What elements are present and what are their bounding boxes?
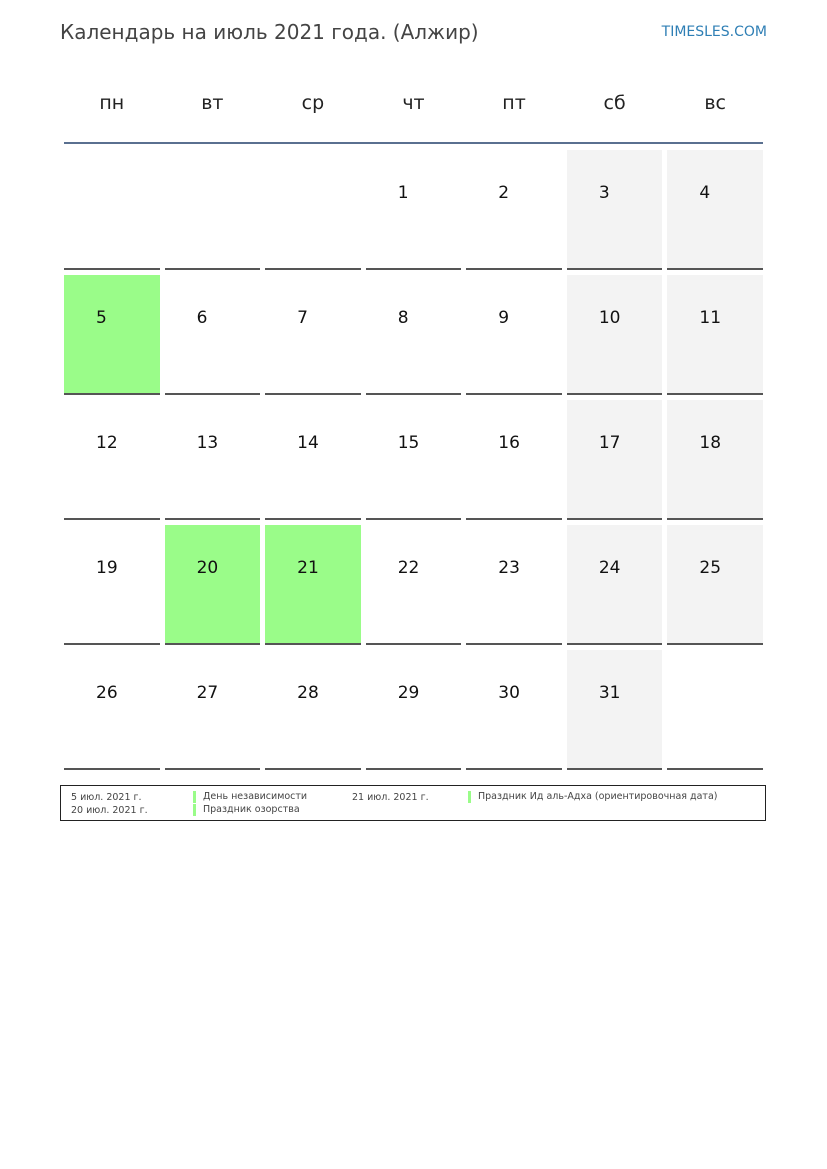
day-number: 19 [96, 558, 118, 578]
day-cell [667, 400, 763, 520]
day-number: 21 [297, 558, 319, 578]
day-number: 31 [598, 683, 621, 703]
day-cell [567, 525, 663, 645]
day-cell [265, 650, 361, 770]
day-cell [567, 150, 663, 270]
day-number: 29 [397, 683, 420, 703]
legend-date: 20 июл. 2021 г. [71, 805, 148, 816]
day-cell [567, 400, 663, 520]
day-cell [64, 525, 160, 645]
day-cell [165, 525, 261, 645]
weekday-fri: пт [502, 92, 526, 114]
weekday-mon: пн [99, 92, 125, 114]
day-number: 25 [699, 558, 722, 578]
day-number: 24 [598, 558, 621, 578]
day-cell [165, 150, 261, 270]
day-cell [466, 275, 562, 395]
day-number: 8 [397, 308, 409, 328]
legend-date: 21 июл. 2021 г. [352, 792, 429, 803]
calendar-grid [64, 150, 763, 770]
day-number: 9 [498, 308, 510, 328]
day-cell [64, 650, 160, 770]
weekday-thu: чт [402, 92, 425, 114]
day-cell [64, 150, 160, 270]
day-number: 22 [397, 558, 420, 578]
day-cell [64, 275, 160, 395]
day-number: 3 [598, 183, 610, 203]
legend-date: 5 июл. 2021 г. [71, 792, 142, 803]
day-cell [366, 150, 462, 270]
day-cell [466, 525, 562, 645]
day-number: 30 [498, 683, 520, 703]
day-number: 1 [397, 183, 409, 203]
day-number: 28 [297, 683, 319, 703]
day-number: 15 [397, 433, 420, 453]
legend-holiday-name: День независимости [193, 791, 307, 803]
day-cell [466, 650, 562, 770]
day-cell [165, 650, 261, 770]
day-number: 18 [699, 433, 722, 453]
day-cell [667, 650, 763, 770]
legend-holiday-name: Праздник озорства [193, 804, 300, 816]
day-cell [265, 525, 361, 645]
page-title: Календарь на июль 2021 года. (Алжир) [60, 20, 479, 44]
day-number: 26 [96, 683, 118, 703]
day-cell [667, 525, 763, 645]
day-number: 10 [598, 308, 621, 328]
day-cell [64, 400, 160, 520]
weekday-tue: вт [201, 92, 224, 114]
day-number: 16 [498, 433, 520, 453]
day-cell [265, 400, 361, 520]
day-cell [667, 150, 763, 270]
day-cell [165, 400, 261, 520]
day-number: 13 [196, 433, 219, 453]
day-number: 27 [196, 683, 219, 703]
day-cell [165, 275, 261, 395]
weekday-header [64, 80, 763, 144]
day-number: 17 [598, 433, 621, 453]
day-cell [567, 650, 663, 770]
day-cell [366, 400, 462, 520]
day-number: 11 [699, 308, 722, 328]
day-cell [466, 150, 562, 270]
day-number: 23 [498, 558, 520, 578]
day-cell [567, 275, 663, 395]
day-number: 4 [699, 183, 711, 203]
day-cell [366, 525, 462, 645]
brand-link[interactable]: TIMESLES.COM [661, 24, 767, 40]
weekday-wed: ср [301, 92, 325, 114]
day-cell [366, 650, 462, 770]
day-number: 14 [297, 433, 319, 453]
day-cell [265, 275, 361, 395]
day-number: 12 [96, 433, 118, 453]
day-number: 2 [498, 183, 510, 203]
weekday-sat: сб [603, 92, 626, 114]
day-cell [366, 275, 462, 395]
weekday-sun: вс [704, 92, 726, 114]
day-cell [466, 400, 562, 520]
legend-holiday-name: Праздник Ид аль-Адха (ориентировочная дата) [468, 791, 717, 803]
day-number: 20 [196, 558, 219, 578]
day-cell [667, 275, 763, 395]
holiday-legend [60, 785, 766, 821]
day-number: 5 [96, 308, 107, 328]
day-number: 7 [297, 308, 308, 328]
day-cell [265, 150, 361, 270]
day-number: 6 [196, 308, 208, 328]
